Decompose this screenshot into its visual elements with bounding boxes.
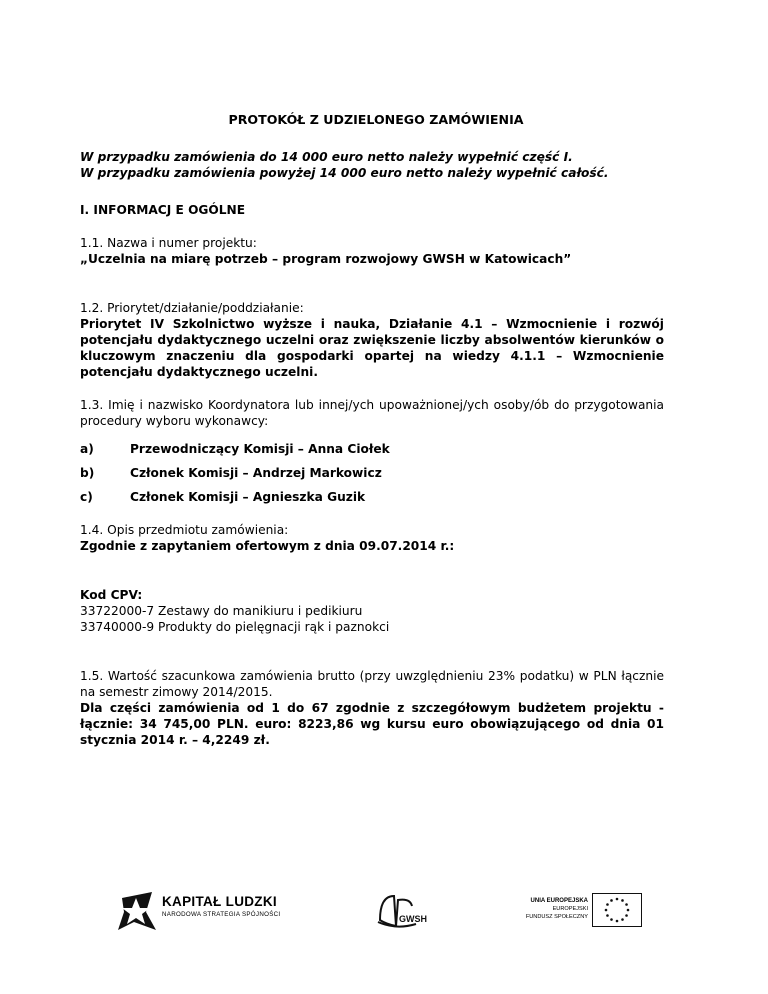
cpv-item: 33722000-7 Zestawy do manikiuru i pedikiuru xyxy=(80,604,363,618)
project-name-block xyxy=(80,235,664,267)
kapital-ludzki-subtitle: NARODOWA STRATEGIA SPÓJNOŚCI xyxy=(162,911,281,918)
priority-value: Priorytet IV Szkolnictwo wyższe i nauka, Działanie 4.1 – Wzmocnienie i rozwój potencjału dydaktycznego uczelni oraz zwiększenie liczby absolwentów kierunków o kluczowym znaczeniu dla gospodarki opartej na wiedzy 4.1.1 – Wzmocnienie potencjału dydaktycznego uczelni. xyxy=(80,317,664,379)
cpv-label: Kod CPV: xyxy=(80,588,143,602)
subject-block xyxy=(80,522,664,554)
coordinator-block xyxy=(80,397,664,505)
section-heading: I. INFORMACJ E OGÓLNE xyxy=(80,203,246,217)
eu-line: UNIA EUROPEJSKA xyxy=(530,898,588,904)
eu-star-icon xyxy=(627,909,630,912)
eu-line: FUNDUSZ SPOŁECZNY xyxy=(525,914,588,920)
priority-label: 1.2. Priorytet/działanie/poddziałanie: xyxy=(80,301,304,315)
eu-star-icon xyxy=(621,899,624,902)
eu-line: EUROPEJSKI xyxy=(552,906,588,912)
committee-member: Członek Komisji – Andrzej Markowicz xyxy=(130,466,382,480)
kapital-ludzki-title: KAPITAŁ LUDZKI xyxy=(162,894,277,909)
kapital-ludzki-text xyxy=(162,894,280,918)
list-marker: b) xyxy=(80,466,95,480)
cpv-block xyxy=(80,587,664,635)
footer-logos xyxy=(0,880,768,960)
document-body xyxy=(80,112,664,748)
subject-label: 1.4. Opis przedmiotu zamówienia: xyxy=(80,523,289,537)
list-marker: c) xyxy=(80,490,93,504)
committee-member: Członek Komisji – Agnieszka Guzik xyxy=(130,490,366,504)
gwsh-logo-text: GWSH xyxy=(399,914,427,924)
eu-star-icon xyxy=(625,914,628,917)
value-label: 1.5. Wartość szacunkowa zamówienia brutto (przy uwzględnieniu 23% podatku) w PLN łącznie na semestr zimowy 2014/2015. xyxy=(80,669,664,699)
committee-list xyxy=(80,441,664,505)
committee-member: Przewodniczący Komisji – Anna Ciołek xyxy=(130,442,390,456)
eu-star-icon xyxy=(616,898,619,901)
eu-star-icon xyxy=(610,899,613,902)
list-marker: a) xyxy=(80,442,94,456)
list-item xyxy=(80,489,664,505)
cpv-item: 33740000-9 Produkty do pielęgnacji rąk i paznokci xyxy=(80,620,390,634)
eu-star-icon xyxy=(606,914,609,917)
value-detail: Dla części zamówienia od 1 do 67 zgodnie z szczegółowym budżetem projektu - łącznie: 34 745,00 PLN. euro: 8223,86 wg kursu euro obowiązującego od dnia 01 stycznia 2014 r. – 4,2249 zł. xyxy=(80,701,664,747)
gwsh-book-logo xyxy=(372,890,427,934)
eu-star-icon xyxy=(625,903,628,906)
eu-star-icon xyxy=(610,918,613,921)
list-item xyxy=(80,441,664,457)
intro-note xyxy=(80,149,664,181)
project-name-label: 1.1. Nazwa i numer projektu: xyxy=(80,236,257,250)
eu-star-icon xyxy=(605,909,608,912)
value-block xyxy=(80,668,664,748)
subject-value: Zgodnie z zapytaniem ofertowym z dnia 09.07.2014 r.: xyxy=(80,539,455,553)
eu-star-icon xyxy=(606,903,609,906)
eu-flag-stars xyxy=(592,893,642,927)
intro-line: W przypadku zamówienia powyżej 14 000 euro netto należy wypełnić całość. xyxy=(80,166,609,180)
priority-block xyxy=(80,300,664,380)
eu-star-icon xyxy=(616,920,619,923)
list-item xyxy=(80,465,664,481)
coordinator-label: 1.3. Imię i nazwisko Koordynatora lub innej/ych upoważnionej/ych osoby/ób do przygotowania procedury wyboru wykonawcy: xyxy=(80,398,664,428)
document-title: PROTOKÓŁ Z UDZIELONEGO ZAMÓWIENIA xyxy=(228,112,524,127)
eu-star-icon xyxy=(621,918,624,921)
intro-line: W przypadku zamówienia do 14 000 euro netto należy wypełnić część I. xyxy=(80,150,573,164)
eu-text xyxy=(510,897,588,921)
project-name-value: „Uczelnia na miarę potrzeb – program rozwojowy GWSH w Katowicach” xyxy=(80,252,572,266)
